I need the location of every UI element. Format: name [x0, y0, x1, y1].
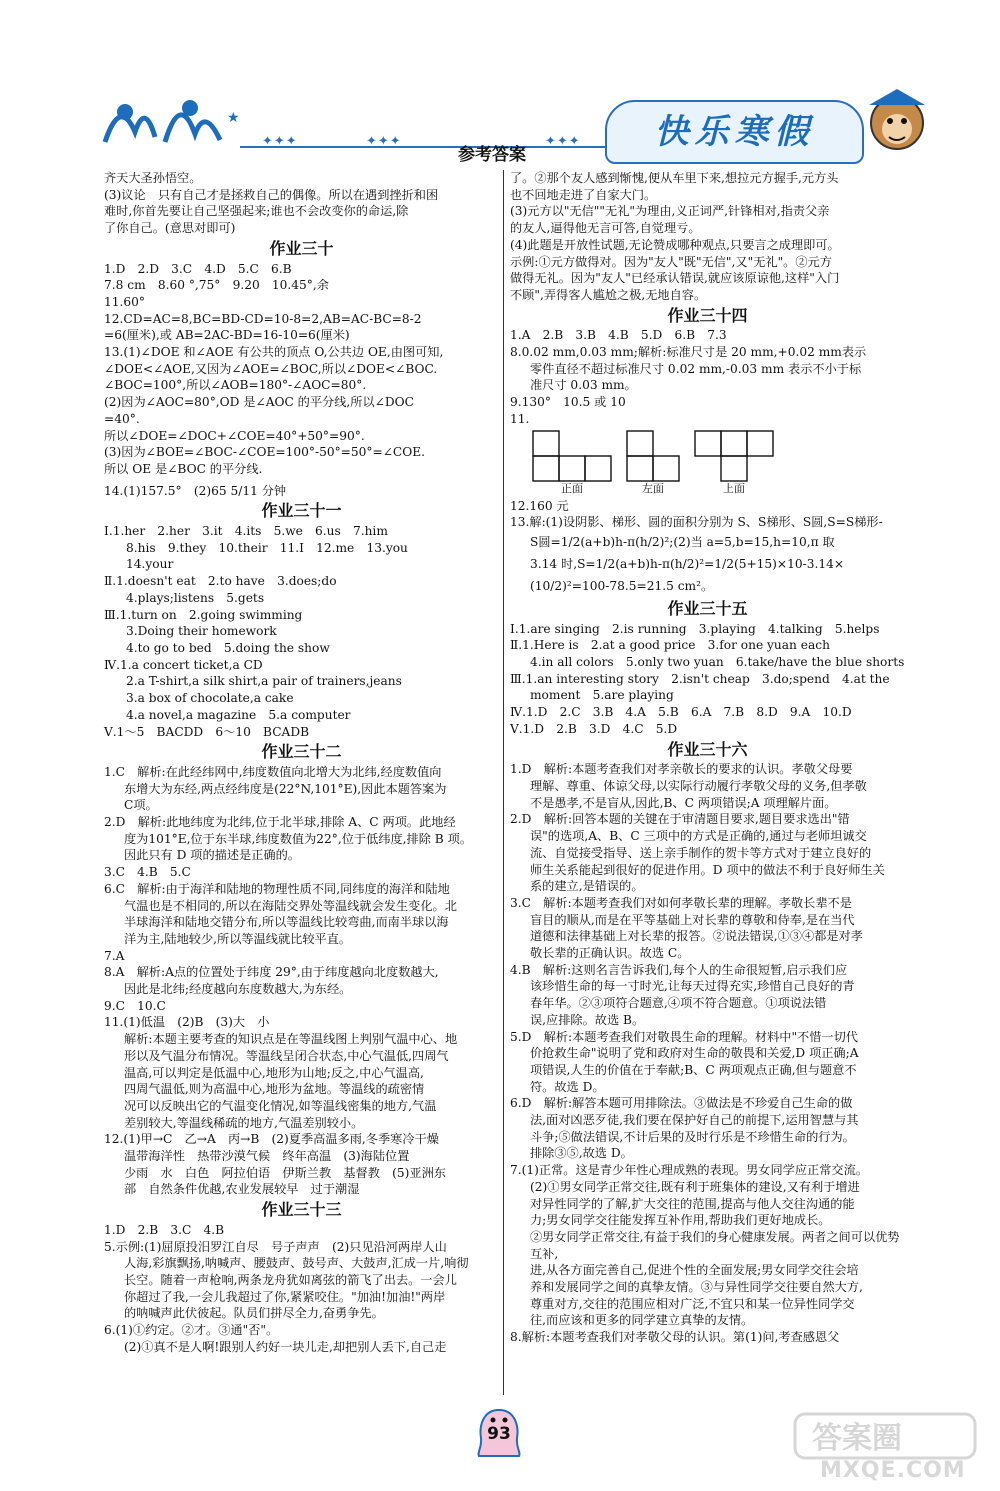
section-31-answers — [104, 523, 499, 740]
text-line: ②男女同学正常交往,有益于我们的身心健康发展。两者之间可以优势互补, — [530, 1229, 900, 1261]
text-line: 示例:①元方做得对。因为"友人"既"无信",又"无礼"。②元方 — [510, 254, 832, 269]
text-line: S圆=1/2(a+b)h-π(h/2)²;(2)当 a=5,b=15,h=10,π 取 — [530, 534, 835, 549]
text-line: 准尺寸 0.03 mm。 — [530, 378, 637, 393]
left-side-view — [626, 430, 680, 496]
header-stars-icon: ✦✦✦ — [366, 134, 402, 149]
left-view-drawing — [626, 430, 680, 482]
text-line: 该珍惜生命的每一寸时光,让每天过得充实,珍惜自己良好的青 — [530, 979, 855, 994]
text-line: 养和发展同学之间的真挚友情。③与异性同学交往要自然大方, — [530, 1280, 863, 1295]
text-line: =40°. — [104, 411, 140, 426]
text-line: Ⅲ.1.turn on 2.going swimming — [104, 607, 303, 622]
text-line: Ⅰ.1.her 2.her 3.it 4.its 5.we 6.us 7.him — [104, 524, 388, 539]
section-title: 作业三十五 — [667, 598, 748, 618]
section-35-answers — [510, 621, 905, 738]
text-line: 3.14 时,S=1/2(a+b)h-π(h/2)²=1/2(5+15)×10-3.14× — [530, 556, 845, 571]
svg-text:★: ★ — [227, 110, 240, 126]
text-line: 法,面对凶恶歹徒,我们要在保护好自己的前提下,运用智慧与其 — [530, 1113, 859, 1128]
text-line: (10/2)²=100-78.5=21.5 cm²。 — [530, 578, 714, 593]
top-view-drawing — [694, 430, 774, 482]
text-line: 3.a box of chocolate,a cake — [126, 691, 294, 706]
text-line: 尊重对方,交往的范围应相对广泛,不宜只和某一位异性同学交 — [530, 1296, 855, 1311]
text-line: 往,而应该和更多的同学建立真挚的友情。 — [530, 1313, 754, 1328]
text-line: 四周气温低,则为高温中心,地形为盆地。等温线的疏密情 — [124, 1082, 425, 1097]
text-line: 14.your — [126, 557, 174, 572]
text-line: 道德和法律基础上对长辈的报答。②说法错误,①③④都是对孝 — [530, 929, 863, 944]
text-line: 难时,你首先要让自己坚强起来;谁也不会改变你的命运,除 — [104, 204, 409, 219]
text-line: 4.B 解析:这则名言告诉我们,每个人的生命很短暂,启示我们应 — [510, 962, 848, 977]
text-line: 洋为主,陆地较少,所以等温线就比较平直。 — [124, 931, 352, 946]
text-line: 2.D 解析:回答本题的关键在于审清题目要求,题目要求选出"错 — [510, 812, 850, 827]
text-line: Ⅱ.1.doesn't eat 2.to have 3.does;do — [104, 574, 337, 589]
text-line: 3.C 解析:本题考查我们对如何孝敬长辈的理解。孝敬长辈不是 — [510, 895, 852, 910]
text-line: 的友人,逼得他无言可答,自觉理亏。 — [510, 221, 701, 236]
text-line: 对异性同学的了解,扩大交往的范围,提高与他人交往沟通的能 — [530, 1196, 855, 1211]
section-33-answers — [104, 1222, 499, 1356]
text-line: 气温也是不相同的,所以在海陆交界处等温线就会发生变化。北 — [124, 898, 457, 913]
text-line: Ⅴ.1～5 BACDD 6～10 BCADB — [104, 724, 310, 739]
left-column — [104, 170, 499, 1356]
text-line: 5.示例:(1)屈原投汨罗江自尽 号子声声 (2)只见沿河两岸人山 — [104, 1239, 447, 1254]
section-title: 作业三十六 — [667, 739, 748, 759]
text-line: 系的建立,是错误的。 — [530, 879, 644, 894]
text-line: 零件直径不超过标准尺寸 0.02 mm,-0.03 mm 表示不小于标 — [530, 361, 862, 376]
text-line: 不是愚孝,不是盲从,因此,B、C 两项错误;A 项理解片面。 — [530, 795, 837, 810]
text-line: (3)议论 只有自己才是拯救自己的偶像。所以在遇到挫折和困 — [104, 187, 439, 202]
text-line: moment 5.are playing — [530, 688, 674, 703]
text-line: (3)元方以"无信""无礼"为理由,义正词严,针锋相对,指责父亲 — [510, 204, 830, 219]
left-preamble — [104, 170, 499, 237]
decorative-figures-icon — [95, 92, 245, 147]
text-line: 所以 OE 是∠BOC 的平分线. — [104, 461, 263, 476]
text-line: 9.C 10.C — [104, 998, 166, 1013]
text-line: 了你自己。(意思对即可) — [104, 221, 236, 236]
text-line: 你超过了我,一会儿我超过了你,紧紧咬住。"加油!加油!"两岸 — [124, 1289, 446, 1304]
text-line: Ⅲ.1.an interesting story 2.isn't cheap 3.do;spend 4.at the — [510, 671, 890, 686]
text-line: 1.D 2.B 3.C 4.B — [104, 1222, 225, 1237]
text-line: 价抢救生命"说明了党和政府对生命的敬畏和关爱,D 项正确;A — [530, 1046, 859, 1061]
text-line: (2)①真不是人啊!跟别人约好一块儿走,却把别人丢下,自己走 — [124, 1339, 447, 1354]
text-line: (3)因为∠BOE=∠BOC-∠COE=100°-50°=50°=∠COE. — [104, 445, 425, 460]
text-line: 长空。随着一声枪响,两条龙舟犹如离弦的箭飞了出去。一会儿 — [124, 1273, 457, 1287]
front-view — [532, 430, 612, 496]
text-line: 符。故选 D。 — [530, 1079, 605, 1094]
text-line: 因此只有 D 项的描述是正确的。 — [124, 848, 300, 863]
text-line: Ⅰ.1.are singing 2.is running 3.playing 4.talking 5.helps — [510, 621, 880, 636]
text-line: 度为101°E,位于东半球,纬度数值为22°,位于低纬度,排除 B 项。 — [124, 831, 472, 846]
text-line: 7.(1)正常。这是青少年性心理成熟的表现。男女同学应正常交流。 — [510, 1163, 868, 1178]
text-line: 8.解析:本题考查我们对孝敬父母的认识。第(1)问,考查感恩父 — [510, 1330, 840, 1345]
text-line: Ⅱ.1.Here is 2.at a good price 3.for one yuan each — [510, 638, 830, 653]
text-line: 也不回地走进了自家大门。 — [510, 187, 657, 202]
view-label: 正面 — [561, 481, 583, 495]
text-line: 11.60° — [104, 294, 145, 309]
text-line: 13.解:(1)设阴影、梯形、圆的面积分别为 S、S梯形、S圆,S=S梯形- — [510, 515, 883, 530]
text-line: 2.a T-shirt,a silk shirt,a pair of trainers,jeans — [126, 674, 402, 689]
text-line: 形以及气温分布情况。等温线呈闭合状态,中心气温低,四周气 — [124, 1048, 449, 1063]
text-line: 人海,彩旗飘扬,呐喊声、腰鼓声、鼓号声、大鼓声,汇成一片,响彻 — [124, 1256, 469, 1271]
section-36-answers — [510, 761, 905, 1346]
text-line: 1.C 解析:在此经纬网中,纬度数值向北增大为北纬,经度数值向 — [104, 764, 442, 779]
view-label: 左面 — [642, 481, 664, 495]
header-logo: 快乐寒假 — [605, 100, 864, 164]
text-line: 东增大为东经,两点经纬度是(22°N,101°E),因此本题答案为 — [124, 781, 447, 796]
text-line: 12.CD=AC=8,BC=BD-CD=10-8=2,AB=AC-BC=8-2 — [104, 311, 422, 326]
text-line: 排除③⑤,故选 D。 — [530, 1146, 633, 1161]
section-title: 作业三十三 — [261, 1200, 342, 1220]
text-line: 不顾",弄得客人尴尬之极,无地自容。 — [510, 287, 707, 302]
section-30-answers — [104, 261, 499, 500]
section-34-answers — [510, 327, 905, 597]
text-line: 因此是北纬;经度越向东度数越大,为东经。 — [124, 982, 352, 997]
text-line: 了。②那个友人感到惭愧,便从车里下来,想拉元方握手,元方头 — [510, 171, 839, 185]
page-number: 93 — [487, 1424, 511, 1444]
text-line: 8.0.02 mm,0.03 mm;解析:标准尺寸是 20 mm,+0.02 mm表示 — [510, 345, 867, 360]
page-header — [0, 0, 1000, 165]
text-line: (2)因为∠AOC=80°,OD 是∠AOC 的平分线,所以∠DOC — [104, 395, 414, 410]
text-line: 项错误,人生的价值在于奉献;B、C 两项观点正确,但与题意不 — [530, 1062, 857, 1077]
text-line: 进,从各方面完善自己,促进个性的全面发展;男女同学交往会培 — [530, 1263, 859, 1278]
three-view-drawings — [532, 430, 905, 496]
text-line: 8.A 解析:A点的位置处于纬度 29°,由于纬度越向北度数越大, — [104, 965, 439, 980]
text-line: 部 自然条件优越,农业发展较早 过于潮湿 — [124, 1182, 360, 1197]
text-line: (4)此题是开放性试题,无论赞成哪种观点,只要言之成理即可。 — [510, 237, 840, 252]
text-line: 8.his 9.they 10.their 11.I 12.me 13.you — [126, 540, 408, 555]
text-line: 力;男女同学交往能发挥互补作用,帮助我们更好地成长。 — [530, 1213, 831, 1228]
text-line: 师生关系能起到很好的促进作用。D 项中的做法不利于良好师生关 — [530, 862, 885, 877]
text-line: 做得无礼。因为"友人"已经承认错误,就应该原谅他,这样"入门 — [510, 271, 840, 286]
section-title: 作业三十四 — [667, 305, 748, 325]
text-line: =6(厘米),或 AB=2AC-BD=16-10=6(厘米) — [104, 328, 350, 343]
text-line: 4.a novel,a magazine 5.a computer — [126, 707, 351, 722]
section-32-answers — [104, 764, 499, 1198]
text-line: 敬长辈的正确认识。故选 C。 — [530, 946, 690, 961]
text-line: 1.D 解析:本题考查我们对孝亲敬长的要求的认识。孝敬父母要 — [510, 762, 853, 777]
text-line: 1.A 2.B 3.B 4.B 5.D 6.B 7.3 — [510, 328, 727, 343]
text-line: 解析:本题主要考查的知识点是在等温线图上判别气温中心、地 — [124, 1032, 458, 1047]
svg-text:答案圈: 答案圈 — [812, 1421, 902, 1456]
text-line: Ⅴ.1.D 2.B 3.D 4.C 5.D — [510, 721, 678, 736]
text-line: 5.D 解析:本题考查我们对敬畏生命的理解。材料中"不惜一切代 — [510, 1029, 858, 1044]
text-line: Ⅳ.1.D 2.C 3.B 4.A 5.B 6.A 7.B 8.D 9.A 10.D — [510, 705, 852, 720]
text-line: 9.130° 10.5 或 10 — [510, 395, 626, 410]
text-line: 6.D 解析:解答本题可用排除法。③做法是不珍爱自己生命的做 — [510, 1096, 853, 1111]
column-divider — [503, 170, 504, 1395]
text-line: 半球海洋和陆地交错分布,所以等温线比较弯曲,而南半球以海 — [124, 915, 449, 930]
top-view — [694, 430, 774, 496]
text-line: 的呐喊声此伏彼起。队员们拼尽全力,奋勇争先。 — [124, 1306, 384, 1321]
text-line: C项。 — [124, 798, 158, 813]
text-line: 3.C 4.B 5.C — [104, 865, 191, 880]
text-line: ∠BOC=100°,所以∠AOB=180°-∠AOC=80°. — [104, 378, 367, 393]
text-line: 4.plays;listens 5.gets — [126, 590, 265, 605]
text-line: 温带海洋性 热带沙漠气候 终年高温 (3)海陆位置 — [124, 1149, 410, 1164]
text-line: 斗争;⑤做法错误,不计后果的及时行乐是不珍惜生命的行为。 — [530, 1129, 855, 1144]
text-line: 所以∠DOE=∠DOC+∠COE=40°+50°=90°. — [104, 428, 365, 443]
text-line: 7.A — [104, 948, 125, 963]
watermark-text: MXQE.COM — [820, 1458, 966, 1483]
text-line: 13.(1)∠DOE 和∠AOE 有公共的顶点 O,公共边 OE,由图可知, — [104, 345, 444, 360]
text-line: 11.(1)低温 (2)B (3)大 小 — [104, 1015, 270, 1030]
text-line: 6.(1)①约定。②才。③通"否"。 — [104, 1323, 279, 1338]
text-line: 12.160 元 — [510, 498, 569, 513]
section-title: 作业三十二 — [261, 742, 342, 762]
text-line: 误"的选项,A、B、C 三项中的方式是正确的,通过与老师坦诚交 — [530, 829, 867, 844]
text-line: 盲目的顺从,而是在平等基础上对长辈的尊敬和侍奉,是在当代 — [530, 912, 855, 927]
text-line: 温高,可以判定是低温中心,地形为山地;反之,中心气温高, — [124, 1065, 424, 1080]
text-line: 况可以反映出它的气温变化情况,如等温线密集的地方,气温 — [124, 1098, 437, 1113]
right-column — [510, 170, 905, 1346]
text-line: 2.D 解析:此地纬度为北纬,位于北半球,排除 A、C 两项。此地经 — [104, 815, 456, 830]
text-line: 4.in all colors 5.only two yuan 6.take/have the blue shorts — [530, 655, 905, 670]
text-line: 误,应排除。故选 B。 — [530, 1012, 645, 1027]
text-line: 6.C 解析:由于海洋和陆地的物理性质不同,同纬度的海洋和陆地 — [104, 881, 450, 896]
text-line: 14.(1)157.5° (2)65 5/11 分钟 — [104, 483, 287, 498]
view-label: 上面 — [723, 481, 745, 495]
text-line: 11. — [510, 411, 530, 426]
text-line: 3.Doing their homework — [126, 624, 277, 639]
header-stars-icon: ✦✦✦ — [262, 134, 298, 149]
text-line: 少雨 水 白色 阿拉伯语 伊斯兰教 基督教 (5)亚洲东 — [124, 1165, 446, 1180]
section-title: 作业三十 — [269, 238, 334, 258]
text-line: 7.8 cm 8.60 °,75° 9.20 10.45°,余 — [104, 278, 329, 293]
text-line: (2)①男女同学正常交往,既有利于班集体的建设,又有利于增进 — [530, 1179, 860, 1194]
section-title: 作业三十一 — [261, 501, 342, 521]
text-line: Ⅳ.1.a concert ticket,a CD — [104, 657, 263, 672]
monkey-mascot-icon — [855, 85, 940, 165]
text-line: ∠DOE<∠AOE,又因为∠AOE=∠BOC,所以∠DOE<∠BOC. — [104, 361, 438, 376]
text-line: 12.(1)甲→C 乙→A 丙→B (2)夏季高温多雨,冬季寒冷干燥 — [104, 1132, 439, 1147]
text-line: 齐天大圣孙悟空。 — [104, 171, 202, 185]
text-line: 春年华。②③项符合题意,④项不符合题意。①项说法错 — [530, 996, 827, 1011]
text-line: 4.to go to bed 5.doing the show — [126, 640, 330, 655]
text-line: 流、自觉接受指导、送上亲手制作的贺卡等方式对于建立良好的 — [530, 845, 872, 860]
text-line: 差别较大,等温线稀疏的地方,气温差别较小。 — [124, 1115, 364, 1130]
header-title: 参考答案 — [458, 145, 526, 165]
text-line: 理解、尊重、体谅父母,以实际行动履行孝敬父母的义务,但孝敬 — [530, 778, 867, 793]
text-line: 1.D 2.D 3.C 4.D 5.C 6.B — [104, 261, 292, 276]
front-view-drawing — [532, 430, 612, 482]
right-preamble — [510, 170, 905, 304]
header-stars-icon: ✦✦✦ — [545, 134, 581, 149]
